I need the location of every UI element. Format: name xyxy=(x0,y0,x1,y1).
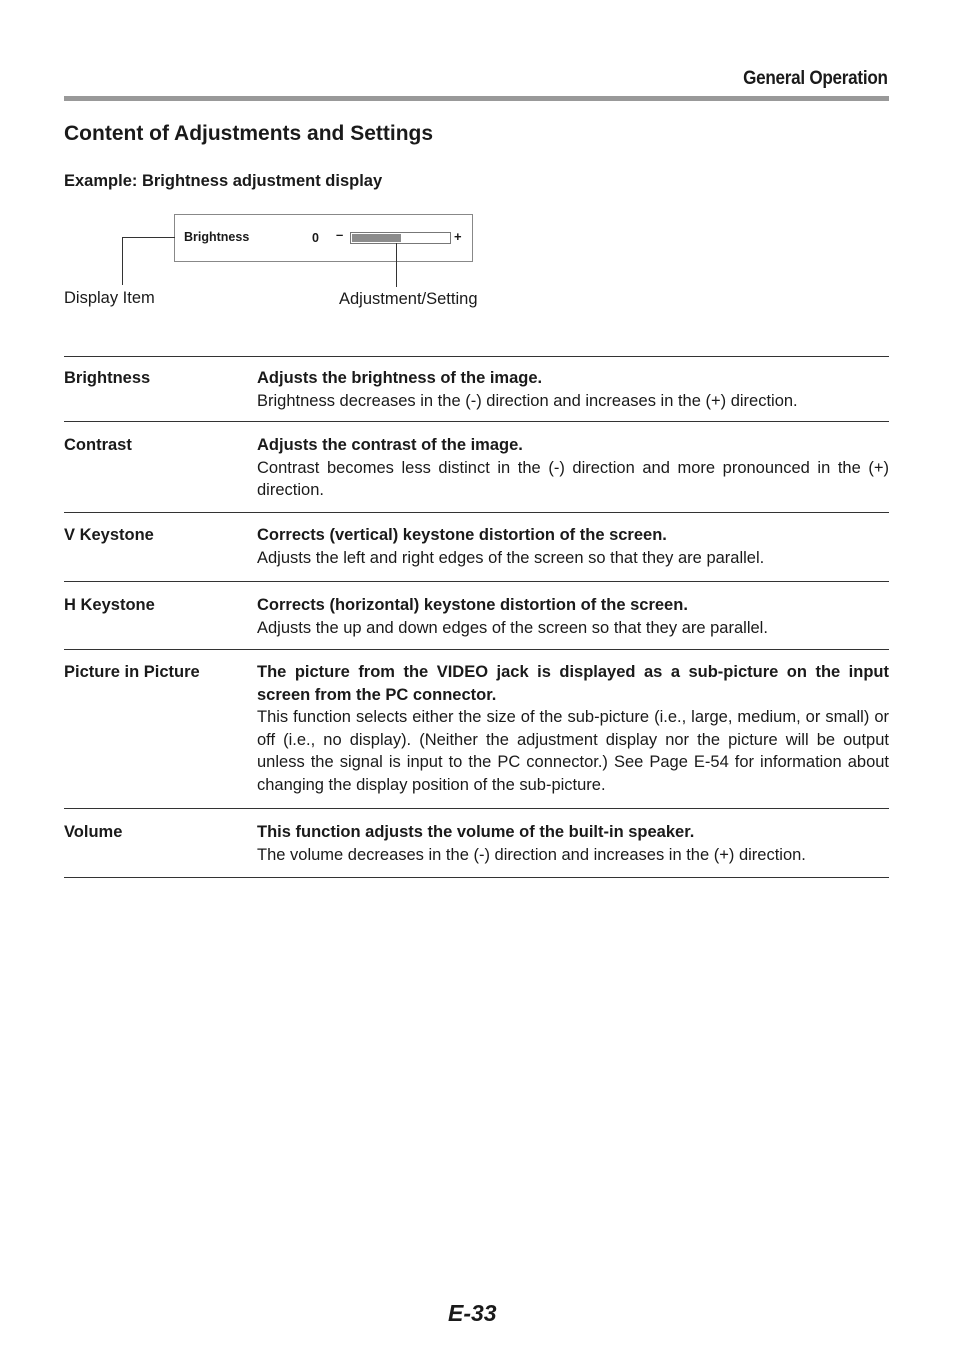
display-item-leader-h xyxy=(122,237,175,238)
row-name: Brightness xyxy=(64,369,151,387)
row-description xyxy=(257,661,889,808)
display-item-leader-v xyxy=(122,237,123,285)
row-description xyxy=(257,367,889,421)
row-detail: Contrast becomes less distinct in the (-) direction and more pronounced in the (+) direction. xyxy=(257,458,889,500)
row-description xyxy=(257,821,889,877)
row-detail: The volume decreases in the (-) direction and increases in the (+) direction. xyxy=(257,845,806,864)
page-number: E-33 xyxy=(448,1300,497,1326)
row-name: Contrast xyxy=(64,436,132,454)
row-detail: This function selects either the size of the sub-picture (i.e., large, medium, or small) or off (i.e., no display). (Neither the adjustment display nor the picture will be output unless the signal is input to the PC connector.) See Page E-54 for information about changing the display position of the sub-picture. xyxy=(257,708,889,794)
row-name: Volume xyxy=(64,823,123,841)
adjustment-caption: Adjustment/Setting xyxy=(339,290,478,308)
row-detail: Brightness decreases in the (-) direction and increases in the (+) direction. xyxy=(257,391,798,410)
row-summary: Corrects (horizontal) keystone distortion of the screen. xyxy=(257,596,688,614)
row-name: V Keystone xyxy=(64,526,154,544)
osd-value: 0 xyxy=(312,231,319,245)
row-detail: Adjusts the left and right edges of the screen so that they are parallel. xyxy=(257,548,765,567)
display-item-caption: Display Item xyxy=(64,289,155,307)
row-summary: This function adjusts the volume of the built-in speaker. xyxy=(257,823,695,841)
row-description xyxy=(257,594,889,649)
table-row xyxy=(64,649,889,808)
osd-level-fill xyxy=(352,234,401,242)
row-description xyxy=(257,434,889,512)
row-name: Picture in Picture xyxy=(64,663,200,681)
adjustment-leader-v xyxy=(396,243,397,287)
row-summary: Adjusts the contrast of the image. xyxy=(257,436,523,454)
osd-level-bar xyxy=(350,232,451,244)
row-summary: Adjusts the brightness of the image. xyxy=(257,369,543,387)
table-row xyxy=(64,356,889,421)
page-title: Content of Adjustments and Settings xyxy=(64,122,434,145)
settings-table xyxy=(64,356,889,878)
osd-item-name: Brightness xyxy=(184,230,250,244)
section-label: General Operation xyxy=(743,68,888,89)
row-name: H Keystone xyxy=(64,596,155,614)
example-title: Example: Brightness adjustment display xyxy=(64,172,383,190)
table-row xyxy=(64,808,889,878)
table-row xyxy=(64,581,889,649)
osd-minus-sign: – xyxy=(336,227,344,242)
row-description xyxy=(257,524,889,581)
row-summary: The picture from the VIDEO jack is displayed as a sub-picture on the input screen from the PC connector. xyxy=(257,663,889,704)
row-detail: Adjusts the up and down edges of the screen so that they are parallel. xyxy=(257,618,768,637)
table-row xyxy=(64,421,889,512)
table-row xyxy=(64,512,889,581)
osd-example-box xyxy=(174,214,473,262)
header-rule xyxy=(64,96,889,101)
row-summary: Corrects (vertical) keystone distortion of the screen. xyxy=(257,526,667,544)
osd-plus-sign: + xyxy=(454,229,462,244)
